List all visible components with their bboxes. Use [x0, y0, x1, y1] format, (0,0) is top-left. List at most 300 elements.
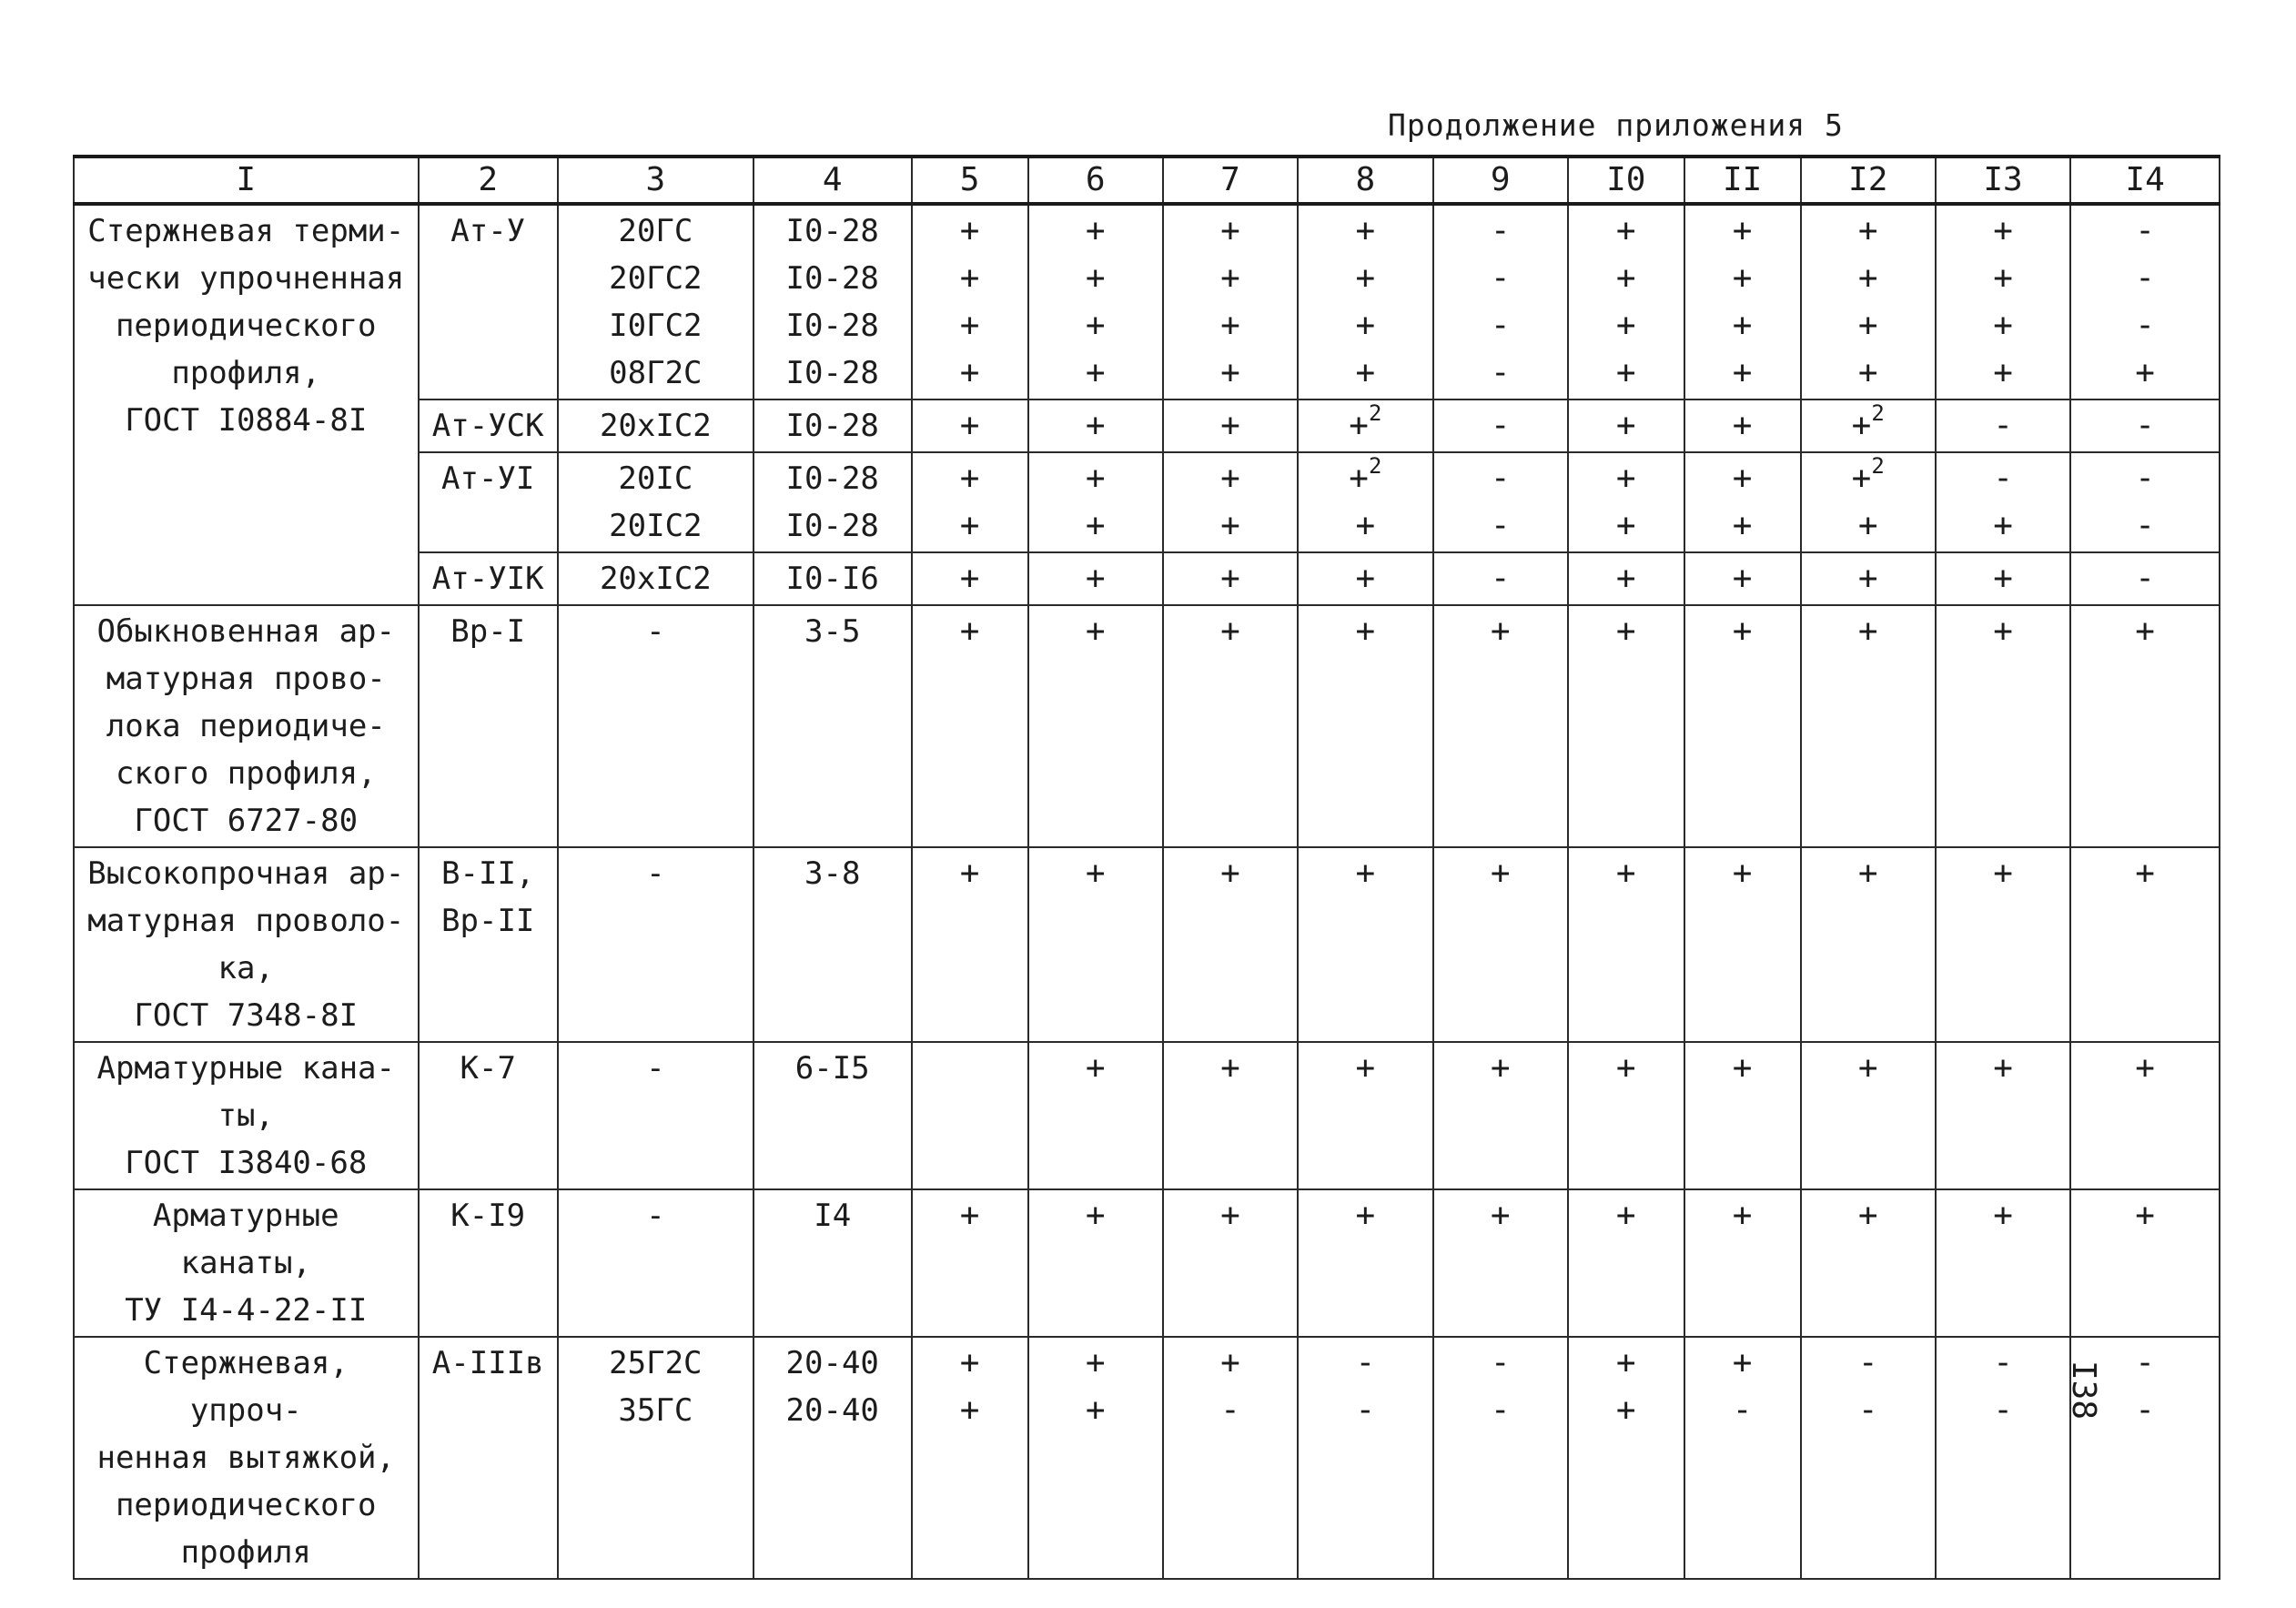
applicability-mark: +	[1085, 855, 1106, 892]
applicability-cell	[2070, 399, 2220, 452]
steel-grade: 35ГС	[618, 1392, 693, 1429]
applicability-mark: +	[1085, 407, 1106, 444]
diameter-range-cell	[754, 552, 912, 605]
applicability-mark: +	[1857, 259, 1878, 297]
applicability-cell	[1568, 1042, 1684, 1189]
applicability-cell	[1568, 605, 1684, 847]
applicability-mark: -	[1490, 307, 1511, 344]
steel-grade: -	[646, 1198, 665, 1234]
diameter-range: I4	[814, 1198, 852, 1234]
column-header: 4	[754, 157, 912, 204]
applicability-mark: +	[1085, 560, 1106, 597]
applicability-cell	[1568, 399, 1684, 452]
diameter-range-cell	[754, 1337, 912, 1579]
applicability-cell	[1028, 399, 1163, 452]
applicability-mark: +	[1732, 612, 1753, 650]
applicability-mark: +	[1732, 1049, 1753, 1087]
column-header: 8	[1298, 157, 1432, 204]
applicability-mark: +	[1490, 612, 1511, 650]
material-line: ГОСТ 6727-80	[134, 803, 359, 839]
column-header: II	[1684, 157, 1801, 204]
applicability-cell	[1433, 452, 1568, 552]
applicability-mark: -	[1490, 507, 1511, 544]
applicability-mark: +	[1993, 560, 2013, 597]
applicability-cell	[1433, 552, 1568, 605]
applicability-mark: +	[1993, 354, 2013, 391]
steel-grade-cell	[558, 204, 754, 399]
applicability-cell	[1801, 452, 1936, 552]
applicability-cell	[1433, 399, 1568, 452]
diameter-range: 20-40	[785, 1392, 879, 1429]
applicability-mark: +	[1615, 1391, 1636, 1429]
applicability-mark: +	[1993, 612, 2013, 650]
applicability-cell	[1684, 1042, 1801, 1189]
applicability-mark: +	[1220, 1344, 1240, 1381]
material-line: матурная прово-	[106, 661, 386, 697]
applicability-cell	[1433, 605, 1568, 847]
applicability-mark: +	[1615, 407, 1636, 444]
applicability-cell	[1298, 204, 1432, 399]
diameter-range: I0-28	[785, 408, 879, 444]
steel-grade: I0ГС2	[609, 308, 703, 344]
applicability-cell	[1163, 552, 1298, 605]
applicability-mark: -	[1857, 1344, 1878, 1381]
applicability-mark: +	[1615, 560, 1636, 597]
steel-grade: 20IС2	[609, 508, 703, 544]
steel-grade-cell	[558, 1337, 754, 1579]
material-line: матурная проволо-	[87, 903, 405, 939]
applicability-mark: +	[1490, 1049, 1511, 1087]
applicability-cell	[1298, 1337, 1432, 1579]
applicability-mark: +	[1220, 1197, 1240, 1234]
applicability-cell	[1433, 1042, 1568, 1189]
applicability-mark: -	[1993, 407, 2013, 444]
applicability-mark: +	[959, 259, 980, 297]
reinforcement-class: А-IIIв	[419, 1337, 558, 1579]
steel-grade: 25Г2С	[609, 1345, 703, 1381]
table-row	[74, 1337, 2220, 1579]
footnote-marker: 2	[1871, 453, 1885, 479]
applicability-mark: +	[1220, 612, 1240, 650]
steel-grade: 20ГС	[618, 213, 693, 249]
diameter-range: I0-28	[785, 355, 879, 391]
reinforcement-class: В-II, Вр-II	[419, 847, 558, 1042]
applicability-mark: +	[1085, 1344, 1106, 1381]
applicability-cell	[1684, 452, 1801, 552]
applicability-cell	[1028, 1337, 1163, 1579]
applicability-cell	[2070, 204, 2220, 399]
diameter-range: 20-40	[785, 1345, 879, 1381]
table-row	[74, 204, 2220, 399]
applicability-mark: +$^2$	[1349, 453, 1382, 497]
table-row	[74, 605, 2220, 847]
applicability-mark: +	[1355, 507, 1376, 544]
applicability-mark: -	[1490, 259, 1511, 297]
steel-grade: 20хIС2	[599, 561, 712, 597]
applicability-mark: +	[1993, 507, 2013, 544]
applicability-mark: +	[1220, 407, 1240, 444]
applicability-mark: +	[1615, 212, 1636, 249]
applicability-cell	[1433, 1337, 1568, 1579]
applicability-cell	[1568, 1189, 1684, 1337]
reinforcement-class: К-I9	[419, 1189, 558, 1337]
applicability-mark: +	[2135, 612, 2155, 650]
applicability-mark: +	[1857, 855, 1878, 892]
applicability-mark: -	[1732, 1391, 1753, 1429]
applicability-cell	[1298, 605, 1432, 847]
applicability-mark: +$^2$	[1851, 400, 1885, 444]
applicability-mark: +	[1615, 259, 1636, 297]
steel-grade: 08Г2С	[609, 355, 703, 391]
material-line: ненная вытяжкой,	[96, 1440, 395, 1476]
material-line: Высокопрочная ар-	[87, 855, 405, 892]
applicability-mark: +	[1085, 212, 1106, 249]
column-header: 5	[912, 157, 1028, 204]
material-line: ты,	[217, 1097, 274, 1134]
applicability-mark: +	[959, 507, 980, 544]
applicability-cell	[1801, 1189, 1936, 1337]
applicability-cell	[1684, 1189, 1801, 1337]
diameter-range-cell	[754, 1189, 912, 1337]
applicability-mark: -	[1355, 1391, 1376, 1429]
applicability-mark: +	[959, 407, 980, 444]
table-body	[74, 204, 2220, 1579]
applicability-mark: +	[959, 307, 980, 344]
applicability-mark: +	[1355, 259, 1376, 297]
applicability-mark: +	[1085, 259, 1106, 297]
applicability-cell	[1801, 847, 1936, 1042]
steel-grade: 20ГС2	[609, 260, 703, 297]
table-header-row	[74, 157, 2220, 204]
applicability-cell	[2070, 1042, 2220, 1189]
applicability-mark: +	[1490, 855, 1511, 892]
applicability-mark: +	[1732, 259, 1753, 297]
applicability-cell	[912, 552, 1028, 605]
applicability-cell	[1801, 204, 1936, 399]
applicability-mark: -	[1993, 1391, 2013, 1429]
page-number: I38	[2065, 1360, 2102, 1421]
reinforcement-class: Вр-I	[419, 605, 558, 847]
applicability-cell	[2070, 552, 2220, 605]
applicability-cell	[1163, 1189, 1298, 1337]
applicability-mark: +	[959, 1391, 980, 1429]
applicability-mark: +	[1732, 307, 1753, 344]
steel-grade-cell	[558, 399, 754, 452]
applicability-mark: +	[959, 1197, 980, 1234]
material-description	[74, 1189, 419, 1337]
applicability-mark: +	[1857, 212, 1878, 249]
applicability-mark: -	[2135, 507, 2155, 544]
footnote-marker: 2	[1368, 453, 1382, 479]
applicability-cell	[1028, 204, 1163, 399]
table-row	[74, 1189, 2220, 1337]
applicability-cell	[1684, 847, 1801, 1042]
applicability-cell	[1433, 1189, 1568, 1337]
applicability-cell	[1298, 1189, 1432, 1337]
applicability-mark: +	[1615, 612, 1636, 650]
applicability-cell	[1684, 204, 1801, 399]
material-line: ского профиля,	[115, 755, 377, 792]
applicability-mark: +	[1857, 1197, 1878, 1234]
applicability-cell	[1298, 452, 1432, 552]
column-header: I4	[2070, 157, 2220, 204]
appendix-table	[73, 155, 2220, 1580]
applicability-mark: +	[1220, 560, 1240, 597]
applicability-cell	[1028, 847, 1163, 1042]
diameter-range: I0-28	[785, 308, 879, 344]
material-line: профиля	[180, 1534, 311, 1571]
table-row	[74, 1042, 2220, 1189]
applicability-cell	[1028, 552, 1163, 605]
steel-grade-cell	[558, 1189, 754, 1337]
applicability-mark: +	[1220, 354, 1240, 391]
column-header: 3	[558, 157, 754, 204]
applicability-cell	[1936, 847, 2070, 1042]
applicability-mark: +	[1220, 460, 1240, 497]
applicability-mark: +	[959, 855, 980, 892]
material-line: ГОСТ I0884-8I	[125, 402, 368, 439]
applicability-mark: +	[1732, 407, 1753, 444]
material-line: ка,	[217, 950, 274, 986]
applicability-mark: +	[1355, 560, 1376, 597]
applicability-cell	[1163, 847, 1298, 1042]
column-header: 6	[1028, 157, 1163, 204]
column-header: I0	[1568, 157, 1684, 204]
diameter-range: 3-8	[804, 855, 861, 892]
applicability-mark: -	[2135, 560, 2155, 597]
applicability-mark: +	[959, 1344, 980, 1381]
applicability-cell	[1163, 605, 1298, 847]
applicability-mark: +$^2$	[1349, 400, 1382, 444]
applicability-cell	[1801, 1042, 1936, 1189]
diameter-range-cell	[754, 605, 912, 847]
applicability-mark: -	[2135, 212, 2155, 249]
applicability-mark: +	[1085, 307, 1106, 344]
material-description	[74, 204, 419, 605]
applicability-mark: +	[959, 212, 980, 249]
applicability-mark: -	[1355, 1344, 1376, 1381]
applicability-cell	[1936, 1042, 2070, 1189]
applicability-mark: -	[1490, 1391, 1511, 1429]
applicability-mark: +	[1732, 560, 1753, 597]
steel-grade: 20IС	[618, 460, 693, 497]
applicability-mark: +	[1615, 507, 1636, 544]
steel-grade-cell	[558, 452, 754, 552]
applicability-mark: -	[1490, 407, 1511, 444]
reinforcement-class: Ат-У	[419, 204, 558, 399]
applicability-mark: +	[2135, 1049, 2155, 1087]
material-description	[74, 847, 419, 1042]
applicability-cell	[1433, 847, 1568, 1042]
diameter-range-cell	[754, 452, 912, 552]
material-line: Стержневая, упроч-	[143, 1345, 349, 1429]
steel-grade-cell	[558, 552, 754, 605]
footnote-marker: 2	[1368, 400, 1382, 426]
material-line: профиля,	[171, 355, 321, 391]
applicability-mark: +	[1993, 1049, 2013, 1087]
column-header: 7	[1163, 157, 1298, 204]
diameter-range: I0-I6	[785, 561, 879, 597]
applicability-mark: +	[1355, 212, 1376, 249]
applicability-mark: +	[1857, 354, 1878, 391]
applicability-cell	[1936, 552, 2070, 605]
steel-grade-cell	[558, 605, 754, 847]
footnote-marker: 2	[1871, 400, 1885, 426]
applicability-cell	[1801, 1337, 1936, 1579]
applicability-mark: +	[1220, 1049, 1240, 1087]
diameter-range-cell	[754, 399, 912, 452]
diameter-range-cell	[754, 1042, 912, 1189]
diameter-range: I0-28	[785, 508, 879, 544]
applicability-cell	[1163, 399, 1298, 452]
applicability-cell	[2070, 1189, 2220, 1337]
applicability-cell	[1028, 1042, 1163, 1189]
applicability-cell	[912, 399, 1028, 452]
material-line: лока периодиче-	[106, 708, 386, 744]
applicability-cell	[912, 1042, 1028, 1189]
applicability-cell	[1298, 847, 1432, 1042]
applicability-mark: +	[1857, 560, 1878, 597]
applicability-mark: +	[1857, 612, 1878, 650]
applicability-mark: +	[1732, 460, 1753, 497]
applicability-mark: -	[2135, 407, 2155, 444]
reinforcement-class: Ат-УIК	[419, 552, 558, 605]
applicability-mark: +	[2135, 354, 2155, 391]
applicability-mark: -	[1993, 460, 2013, 497]
applicability-mark: +	[1732, 212, 1753, 249]
applicability-mark: +	[1857, 507, 1878, 544]
applicability-cell	[1801, 552, 1936, 605]
applicability-mark: +	[959, 560, 980, 597]
steel-grade: -	[646, 1050, 665, 1087]
applicability-mark: -	[1490, 1344, 1511, 1381]
applicability-cell	[2070, 847, 2220, 1042]
applicability-mark: +	[1355, 307, 1376, 344]
steel-grade-cell	[558, 1042, 754, 1189]
applicability-mark: +	[1732, 1344, 1753, 1381]
applicability-cell	[1298, 552, 1432, 605]
diameter-range: I0-28	[785, 460, 879, 497]
applicability-cell	[1163, 452, 1298, 552]
applicability-mark: +	[1615, 855, 1636, 892]
applicability-mark: +	[1732, 507, 1753, 544]
column-header: 9	[1433, 157, 1568, 204]
applicability-cell	[1936, 1337, 2070, 1579]
applicability-cell	[1936, 1189, 2070, 1337]
material-description	[74, 605, 419, 847]
applicability-mark: +	[959, 354, 980, 391]
applicability-mark: +	[1355, 1049, 1376, 1087]
applicability-mark: +	[959, 460, 980, 497]
reinforcement-class: К-7	[419, 1042, 558, 1189]
applicability-mark: +	[1615, 1049, 1636, 1087]
applicability-mark: +	[1220, 855, 1240, 892]
steel-grade: -	[646, 613, 665, 650]
applicability-mark: +	[959, 612, 980, 650]
material-description	[74, 1042, 419, 1189]
applicability-mark: -	[2135, 1391, 2155, 1429]
applicability-mark: +	[1085, 460, 1106, 497]
applicability-mark: +	[1220, 307, 1240, 344]
applicability-cell	[1568, 847, 1684, 1042]
applicability-cell	[1568, 452, 1684, 552]
material-line: ГОСТ 7348-8I	[134, 997, 359, 1034]
steel-grade: -	[646, 855, 665, 892]
applicability-cell	[1936, 204, 2070, 399]
applicability-mark: -	[1490, 354, 1511, 391]
applicability-cell	[912, 605, 1028, 847]
diameter-range-cell	[754, 847, 912, 1042]
applicability-mark: +	[1993, 259, 2013, 297]
applicability-cell	[1801, 399, 1936, 452]
applicability-mark: -	[2135, 307, 2155, 344]
applicability-cell	[1801, 605, 1936, 847]
applicability-mark: -	[2135, 1344, 2155, 1381]
material-line: ГОСТ I3840-68	[125, 1145, 368, 1181]
applicability-cell	[1163, 1042, 1298, 1189]
applicability-cell	[912, 1337, 1028, 1579]
applicability-cell	[912, 204, 1028, 399]
column-header: 2	[419, 157, 558, 204]
applicability-cell	[1568, 204, 1684, 399]
applicability-mark: +	[2135, 855, 2155, 892]
material-line: ТУ I4-4-22-II	[125, 1292, 368, 1329]
appendix-continuation-caption: Продолжение приложения 5	[1388, 107, 1844, 143]
applicability-mark: -	[1993, 1344, 2013, 1381]
applicability-mark: +	[1993, 1197, 2013, 1234]
applicability-mark: -	[1490, 212, 1511, 249]
material-description	[74, 1337, 419, 1579]
applicability-cell	[1684, 605, 1801, 847]
applicability-mark: +	[1355, 1197, 1376, 1234]
applicability-mark: +	[1857, 307, 1878, 344]
applicability-cell	[1163, 204, 1298, 399]
applicability-mark: +	[2135, 1197, 2155, 1234]
steel-grade-cell	[558, 847, 754, 1042]
applicability-mark: +	[1355, 612, 1376, 650]
applicability-mark: +	[1615, 1344, 1636, 1381]
applicability-mark: +	[1732, 1197, 1753, 1234]
applicability-mark: +	[1355, 354, 1376, 391]
applicability-cell	[1936, 399, 2070, 452]
applicability-mark: +	[1615, 307, 1636, 344]
applicability-mark: +	[1490, 1197, 1511, 1234]
applicability-cell	[2070, 452, 2220, 552]
material-line: Арматурные кана-	[96, 1050, 395, 1087]
material-line: Обыкновенная ар-	[96, 613, 395, 650]
steel-grade: 20хIС2	[599, 408, 712, 444]
applicability-mark: +$^2$	[1851, 453, 1885, 497]
applicability-mark: +	[1085, 1197, 1106, 1234]
diameter-range-cell	[754, 204, 912, 399]
applicability-mark: +	[1220, 212, 1240, 249]
applicability-mark: +	[1732, 855, 1753, 892]
applicability-cell	[1298, 399, 1432, 452]
applicability-mark: +	[1615, 460, 1636, 497]
column-header: I3	[1936, 157, 2070, 204]
diameter-range: 6-I5	[794, 1050, 870, 1087]
applicability-cell	[912, 452, 1028, 552]
applicability-cell	[1433, 204, 1568, 399]
material-line: чески упрочненная	[87, 260, 405, 297]
applicability-cell	[1568, 552, 1684, 605]
applicability-mark: +	[1993, 212, 2013, 249]
applicability-cell	[1028, 1189, 1163, 1337]
applicability-mark: +	[1355, 855, 1376, 892]
applicability-cell	[912, 847, 1028, 1042]
applicability-mark: +	[1085, 612, 1106, 650]
applicability-mark: -	[1857, 1391, 1878, 1429]
